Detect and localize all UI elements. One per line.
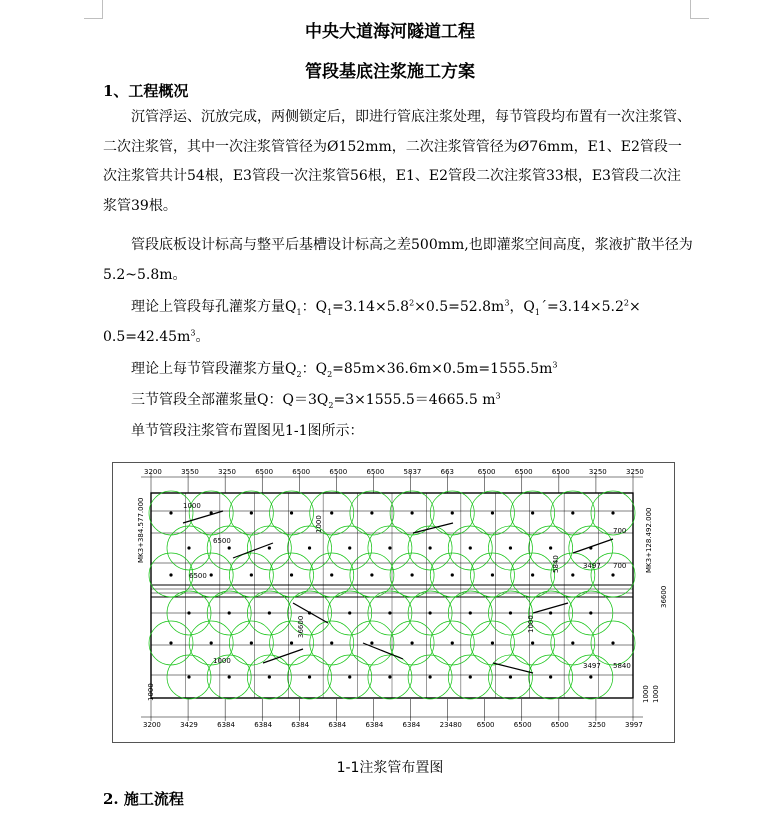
grout-pipe-point (589, 675, 592, 678)
grout-pipe-point (410, 573, 413, 576)
grout-pipe-point (509, 611, 512, 614)
right-width-label: 36600 (660, 585, 668, 608)
top-dimension-label: 3250 (626, 468, 644, 476)
grout-pipe-point (169, 573, 172, 576)
bottom-dimension-label: 6500 (550, 721, 569, 729)
grout-pipe-point (428, 546, 431, 549)
bottom-dimension-label: 6384 (402, 721, 421, 729)
inner-dimension-label: 36600 (297, 615, 305, 638)
inner-dimension-label: 700 (613, 527, 627, 535)
bottom-dimension-label: 3200 (143, 721, 161, 729)
grout-pipe-point (187, 675, 190, 678)
section-heading-2: 2. 施工流程 (103, 790, 184, 808)
grout-pipe-point (290, 573, 293, 576)
inner-dimension-label: 1000 (527, 615, 535, 633)
grout-pipe-point (451, 511, 454, 514)
grout-pipe-point (388, 675, 391, 678)
figure-caption: 1-1注浆管布置图 (336, 760, 444, 776)
bottom-dimension-label: 6384 (217, 721, 235, 729)
bottom-dimension-label: 6500 (476, 721, 495, 729)
grout-pipe-point (330, 573, 333, 576)
paragraph-elevation-text: 管段底板设计标高与整平后基槽设计标高之差500mm,也即灌浆空间高度，浆液扩散半径为5.2~5.8m。 (103, 237, 693, 283)
grout-pipe-point (250, 573, 253, 576)
grout-pipe-point (611, 511, 614, 514)
grout-pipe-point (228, 675, 231, 678)
grout-pipe-point (290, 641, 293, 644)
grout-pipe-point (571, 573, 574, 576)
top-dimension-label: 6500 (255, 468, 274, 476)
left-dimension-label: 1000 (147, 683, 155, 701)
bottom-dimension-label: 6500 (513, 721, 532, 729)
bottom-dimension-label: 3429 (180, 721, 198, 729)
grout-pipe-point (549, 675, 552, 678)
top-dimension-label: 5837 (403, 468, 422, 476)
grout-pipe-point (428, 675, 431, 678)
grout-pipe-point (210, 573, 213, 576)
bottom-dimension-label: 6384 (254, 721, 273, 729)
inner-dimension-label: 6500 (213, 537, 231, 545)
inner-dimension-label: 1000 (315, 515, 323, 533)
top-dimension-label: 3200 (144, 468, 162, 476)
grout-pipe-point (531, 573, 534, 576)
grout-pipe-point (169, 511, 172, 514)
grout-pipe-point (370, 573, 373, 576)
right-dimension-label: 1000 (652, 685, 660, 703)
grout-pipe-point (228, 611, 231, 614)
paragraph-volume-total: 三节管段全部灌浆量Q：$Q=3Q_2=3\times 1555.5=4665.5$ $m^3$ (131, 391, 501, 410)
inner-dimension-label: 3497 (583, 662, 601, 670)
grout-pipe-point (509, 546, 512, 549)
inner-dimension-label: 3497 (583, 562, 601, 570)
paragraph-volume-per-hole: 理论上管段每孔灌浆方量$Q_1$：$Q_1=3.14\times 5.8^2\times 0.5=52.8m^3$，$Q_1´=3.14\times 5.2^2\times$ $0.5=42.45m^3$。 (103, 298, 641, 345)
leader-line (233, 543, 273, 558)
grout-pipe-point (187, 611, 190, 614)
leader-line (363, 643, 403, 659)
paragraph-figure-reference (103, 417, 693, 447)
top-dimension-label: 3550 (181, 468, 199, 476)
grout-pipe-point (549, 611, 552, 614)
bottom-dimension-label: 6384 (328, 721, 347, 729)
grout-pipe-point (469, 611, 472, 614)
grout-pipe-point (611, 573, 614, 576)
paragraph-elevation (103, 231, 693, 290)
grout-pipe-point (169, 641, 172, 644)
inner-dimension-label: 1000 (183, 502, 201, 510)
grout-pipe-point (330, 511, 333, 514)
grout-pipe-point (388, 611, 391, 614)
grout-pipe-point (410, 511, 413, 514)
grout-pipe-point (290, 511, 293, 514)
grout-pipe-point (531, 641, 534, 644)
grout-pipe-point (410, 641, 413, 644)
top-dimension-label: 6500 (477, 468, 496, 476)
grout-pipe-point (549, 546, 552, 549)
grout-pipe-point (509, 675, 512, 678)
grout-pipe-point (330, 641, 333, 644)
grout-pipe-point (388, 546, 391, 549)
top-dimension-label: 663 (440, 468, 454, 476)
right-dimension-label: 1000 (642, 685, 650, 703)
grout-pipe-point (469, 675, 472, 678)
grout-pipe-point (428, 611, 431, 614)
grout-pipe-point (250, 511, 253, 514)
grout-pipe-point (491, 573, 494, 576)
grout-pipe-point (348, 546, 351, 549)
leader-line (413, 523, 453, 533)
top-dimension-label: 6500 (329, 468, 348, 476)
inner-dimension-label: 6500 (189, 572, 207, 580)
grout-pipe-point (187, 546, 190, 549)
inner-dimension-label: 5840 (552, 555, 560, 573)
paragraph-overview (103, 103, 693, 221)
grout-pipe-point (308, 675, 311, 678)
grout-pipe-point (268, 675, 271, 678)
top-dimension-label: 6500 (551, 468, 570, 476)
grout-pipe-point (589, 611, 592, 614)
grout-pipe-point (348, 675, 351, 678)
inner-dimension-label: 700 (613, 562, 627, 570)
inner-dimension-label: 1000 (213, 657, 231, 665)
bottom-dimension-label: 3997 (625, 721, 643, 729)
top-dimension-label: 3250 (218, 468, 236, 476)
grout-pipe-point (210, 641, 213, 644)
bottom-dimension-label: 3250 (587, 721, 606, 729)
grout-pipe-point (250, 641, 253, 644)
bottom-dimension-label: 6384 (365, 721, 384, 729)
grout-pipe-point (268, 611, 271, 614)
bottom-dimension-label: 6384 (291, 721, 310, 729)
grout-pipe-point (571, 511, 574, 514)
drawing-canvas (113, 463, 674, 742)
section-heading-1: 1、工程概况 (103, 82, 189, 100)
grout-pipe-point (370, 511, 373, 514)
top-dimension-label: 3250 (588, 468, 607, 476)
grout-pipe-point (451, 573, 454, 576)
grout-pipe-point (348, 611, 351, 614)
inner-dimension-label: 5840 (613, 662, 631, 670)
paragraph-figure-reference-text: 单节管段注浆管布置图见1-1图所示： (131, 423, 364, 439)
doc-subtitle: 管段基底注浆施工方案 (305, 62, 475, 82)
bottom-dimension-label: 23480 (439, 721, 462, 729)
grout-pipe-point (308, 546, 311, 549)
grout-pipe-point (571, 641, 574, 644)
paragraph-overview-text: 沉管浮运、沉放完成，两侧锁定后，即进行管底注浆处理，每节管段均布置有一次注浆管、二次注浆管，其中一次注浆管管径为Ø152mm，二次注浆管管径为Ø76mm，E1、E2管段一次注浆管共计54根，E3管段一次注浆管56根，E1、E2管段二次注浆管33根，E3管段二次注浆管39根。 (103, 109, 691, 214)
right-chainage-label: MK3+128.492.000 (645, 507, 653, 573)
top-dimension-label: 6500 (514, 468, 533, 476)
left-chainage-label: MK3+384.577.000 (137, 497, 145, 563)
grout-pipe-point (469, 546, 472, 549)
leader-line (573, 539, 613, 553)
grout-pipe-point (491, 641, 494, 644)
grout-pipe-point (228, 546, 231, 549)
grouting-pipe-layout-drawing (112, 462, 675, 743)
grout-pipe-point (370, 641, 373, 644)
grout-pipe-point (451, 641, 454, 644)
top-dimension-label: 6500 (366, 468, 385, 476)
grout-pipe-point (268, 546, 271, 549)
grout-pipe-point (611, 641, 614, 644)
grout-pipe-point (491, 511, 494, 514)
grout-pipe-point (531, 511, 534, 514)
top-dimension-label: 6500 (292, 468, 311, 476)
paragraph-volume-per-segment: 理论上每节管段灌浆方量$Q_2$：$Q_2=85m\times 36.6m\times 0.5m=1555.5m^3$ (131, 360, 558, 379)
doc-title: 中央大道海河隧道工程 (305, 22, 475, 42)
